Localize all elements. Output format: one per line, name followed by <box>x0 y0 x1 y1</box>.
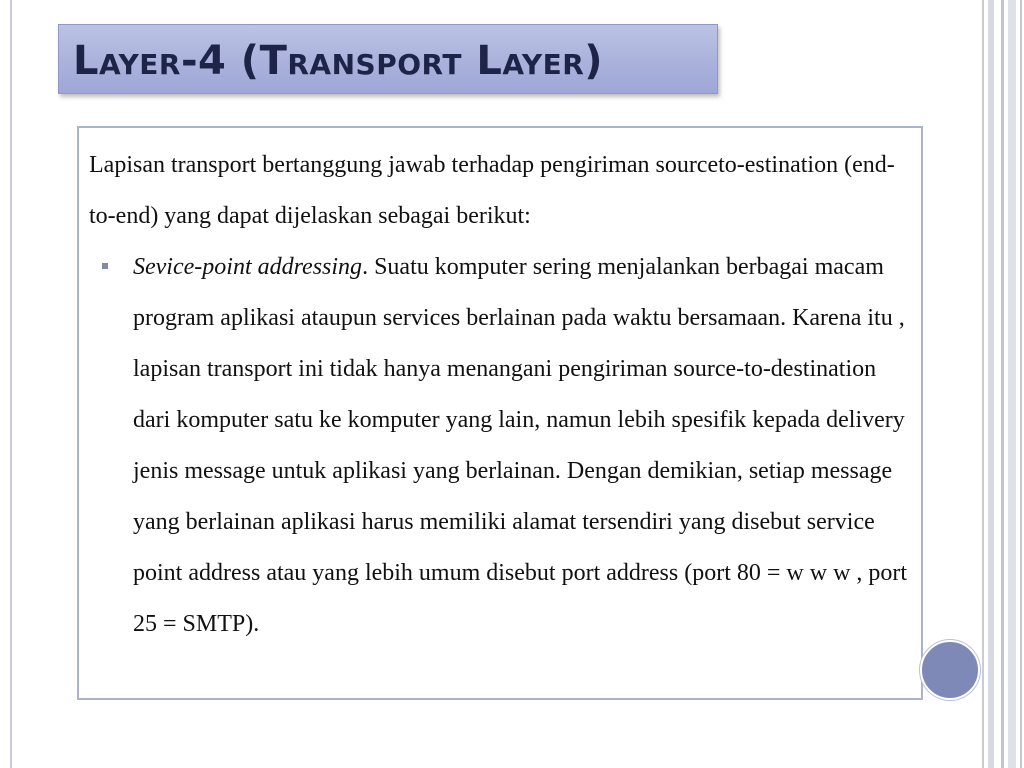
bullet-description: . Suatu komputer sering menjalankan berbagai macam program aplikasi ataupun services berlainan pada waktu bersamaan. Karena itu , lapisan transport ini tidak hanya menangani pengiriman source-to-destination dari komputer satu ke komputer yang lain, namun lebih spesifik kepada delivery jenis message untuk aplikasi yang berlainan. Dengan demikian, setiap message yang berlainan aplikasi harus memiliki alamat tersendiri yang disebut service point address atau yang lebih umum disebut port address (port 80 = w w w , port 25 = SMTP). <box>133 254 908 637</box>
content-body <box>89 140 909 650</box>
left-decor-line <box>10 0 12 768</box>
bullet-text <box>133 254 907 637</box>
intro-paragraph: Lapisan transport bertanggung jawab terhadap pengiriman sourceto-estination (end-to-end) yang dapat dijelaskan sebagai berikut: <box>89 152 895 229</box>
title-box <box>58 24 718 94</box>
bullet-item <box>89 242 909 650</box>
square-bullet-icon <box>102 263 108 269</box>
content-box <box>77 126 923 700</box>
slide-title: Layer-4 (Transport Layer) <box>73 38 604 84</box>
decor-circle <box>920 640 980 700</box>
bullet-term: Sevice-point addressing <box>133 254 363 280</box>
right-decor-stripes <box>976 0 1024 768</box>
